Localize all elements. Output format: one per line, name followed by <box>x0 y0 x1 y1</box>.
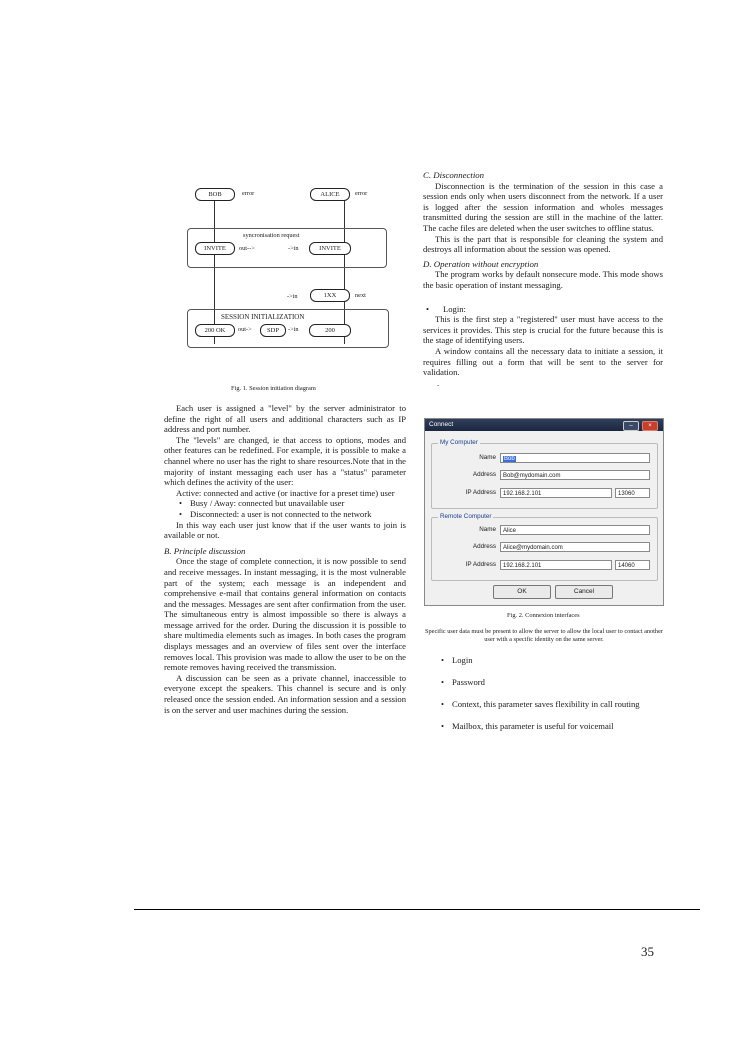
out-arrow-2-label: out-> <box>238 326 252 333</box>
in-arrow-label: ->in <box>288 245 299 252</box>
bob-node: BOB <box>195 188 235 201</box>
paragraph-cleaning: This is the part that is responsible for cleaning the system and destroys all information about the session was opened. <box>423 233 663 255</box>
left-column <box>164 403 406 715</box>
my-computer-title: My Computer <box>440 439 478 446</box>
bullet-icon: • <box>178 498 182 509</box>
stray-dot: . <box>437 377 440 388</box>
bullet-icon: • <box>425 303 429 314</box>
invite-right-box: INVITE <box>309 242 351 255</box>
paragraph-active: Active: connected and active (or inactive for a preset time) user <box>176 487 395 498</box>
list-item-text: Context, this parameter saves flexibility in call routing <box>452 699 640 709</box>
list-item-text: Login <box>452 655 473 665</box>
list-item-text: Password <box>452 677 485 687</box>
out-arrow-label: out--> <box>239 245 255 252</box>
section-heading-d: D. Operation without encryption <box>423 258 539 269</box>
sdp-box: SDP <box>260 324 286 337</box>
right-column <box>423 170 663 388</box>
session-initiation-diagram <box>185 182 400 362</box>
bullet-icon: • <box>440 699 444 709</box>
requirements-list <box>436 655 666 743</box>
ok-box: 200 OK <box>195 324 235 337</box>
in-arrow-2-label: ->in <box>288 326 299 333</box>
remote-computer-group <box>431 513 658 581</box>
bullet-icon: • <box>440 677 444 687</box>
in-1xx-label: ->in <box>287 293 298 300</box>
remote-address-label: Address <box>472 543 496 550</box>
paragraph-window: A window contains all the necessary data to initiate a session, it requires filling out a form that will be sent to the server for validation. <box>423 345 663 378</box>
my-computer-group <box>431 439 658 509</box>
remote-name-input[interactable]: Alice <box>500 525 650 535</box>
footer-divider <box>134 909 700 910</box>
1xx-box: 1XX <box>310 289 350 302</box>
paragraph-first-step: This is the first step a "registered" user must have access to the services it provides. This step is crucial for the future because this is the stage of identifying users. <box>423 314 663 346</box>
figure-2-note: Specific user data must be present to allow the server to allow the local user to contact another user with a specific identity on the same server. <box>425 628 663 643</box>
remote-name-label: Name <box>479 526 496 533</box>
alice-node: ALICE <box>310 188 350 201</box>
paragraph-principle: Once the stage of complete connection, it is now possible to send and receive messages. In instant messaging, it is the most vulnerable part of the system; each message is an independent and comprehensive e-mail that contains general information on contacts and the messages. Messages are sent after confirmation from the user. The simultaneous entry is almost impossible so there is always a message arrived for the order. During the discussion it is possible to share multimedia elements such as images. In both cases the program displays messages and an overview of files sent over the interface removes local. This provision was made to allow the user to be on the remote removes having received the transmission. <box>164 556 406 673</box>
list-item-text: Mailbox, this parameter is useful for voicemail <box>452 721 614 731</box>
bullet-icon: • <box>178 508 182 519</box>
paragraph-levels: Each user is assigned a "level" by the server administrator to define the right of all users and additional characters such as IP address and port number. <box>164 403 406 435</box>
close-icon[interactable]: × <box>642 421 658 431</box>
minimize-icon[interactable]: – <box>623 421 639 431</box>
ip-address-label: IP Address <box>465 489 496 496</box>
my-ip-input[interactable]: 192.168.2.101 <box>500 488 612 498</box>
section-heading-b: B. Principle discussion <box>164 545 246 556</box>
invite-left-box: INVITE <box>195 242 235 255</box>
list-item-login <box>423 304 663 315</box>
connect-dialog <box>424 418 664 606</box>
section-heading-c: C. Disconnection <box>423 170 485 180</box>
remote-computer-title: Remote Computer <box>440 513 492 520</box>
list-item-text: Busy / Away: connected but unavailable user <box>190 498 345 509</box>
bob-error-label: error <box>242 190 255 197</box>
list-item-busy <box>164 498 406 509</box>
list-item <box>436 655 666 677</box>
list-item-text: Disconnected: a user is not connected to the network <box>190 508 372 519</box>
figure-2-caption: Fig. 2. Connexion interfaces <box>507 612 580 619</box>
ok-button[interactable]: OK <box>493 585 551 599</box>
address-label: Address <box>472 471 496 478</box>
remote-ip-label: IP Address <box>465 561 496 568</box>
page-number: 35 <box>641 944 654 959</box>
bullet-icon: • <box>440 655 444 665</box>
200-box: 200 <box>309 324 351 337</box>
list-item-text: Login: <box>443 303 466 314</box>
name-label: Name <box>479 454 496 461</box>
session-init-label: SESSION INITIALIZATION <box>221 313 305 321</box>
bullet-icon: • <box>440 721 444 731</box>
dialog-title-bar <box>425 419 663 431</box>
selected-text: Bob <box>504 456 515 462</box>
paragraph-levels-changed: The "levels" are changed, ie that access to options, modes and other features can be redefined. For example, it is possible to make a channel where no user has the right to share resources.Note that in the majority of instant messaging each user has a "status" parameter which defines the activity of the user: <box>164 434 406 488</box>
cancel-button[interactable]: Cancel <box>555 585 613 599</box>
my-port-input[interactable]: 13060 <box>615 488 650 498</box>
next-label: next <box>355 292 366 299</box>
remote-ip-input[interactable]: 192.168.2.101 <box>500 560 612 570</box>
remote-port-input[interactable]: 14060 <box>615 560 650 570</box>
list-item <box>436 721 666 743</box>
list-item-disconnected <box>164 509 406 520</box>
dialog-title: Connect <box>429 421 454 428</box>
paragraph-join: In this way each user just know that if the user wants to join is available or not. <box>164 519 406 541</box>
list-item <box>436 699 666 721</box>
alice-error-label: error <box>355 190 368 197</box>
paragraph-private-channel: A discussion can be seen as a private channel, inaccessible to everyone except the speakers. This channel is secure and is only released once the session ended. An information session and a session is on the server and user machines during the session. <box>164 672 406 715</box>
paragraph-nonsecure: The program works by default nonsecure mode. This mode shows the basic operation of instant messaging. <box>423 269 663 290</box>
list-item <box>436 677 666 699</box>
my-name-input[interactable] <box>500 453 650 463</box>
my-address-input[interactable]: Bob@mydomain.com <box>500 470 650 480</box>
sync-request-label: syncronisation request <box>243 232 300 239</box>
figure-1-caption: Fig. 1. Session initiation diagram <box>231 385 316 392</box>
paragraph-disconnection: Disconnection is the termination of the session in this case a session ends only when users disconnect from the network. If a user is logged after the session information and wholes messages transmitted during the session are still in the machine of the latter. The cache files are deleted when the user switches to offline status. <box>423 180 663 233</box>
remote-address-input[interactable]: Alice@mydomain.com <box>500 542 650 552</box>
